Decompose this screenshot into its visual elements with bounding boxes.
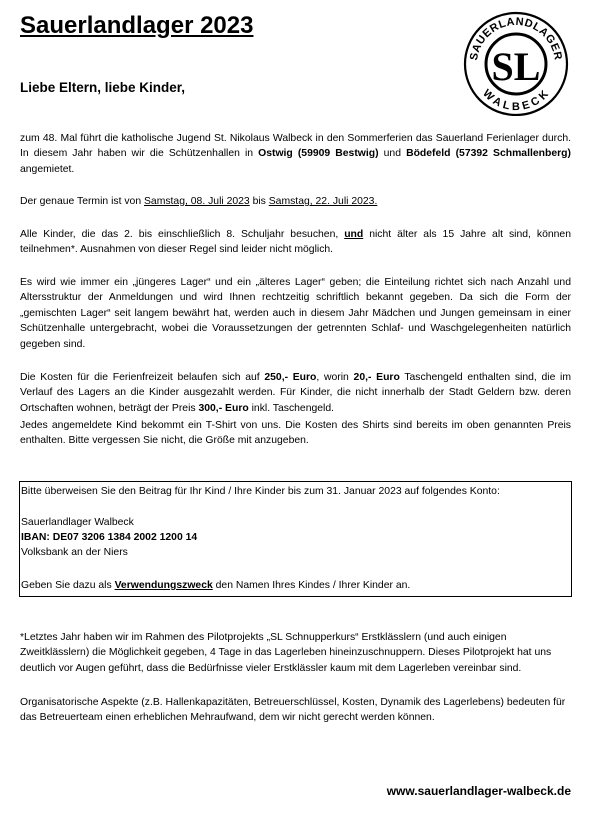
account-name: Sauerlandlager Walbeck: [21, 517, 134, 528]
iban: IBAN: DE07 3206 1384 2002 1200 14: [21, 532, 198, 543]
sauerlandlager-logo: [453, 8, 579, 116]
paragraph-groups: Es wird wie immer ein „jüngeres Lager“ und ein „älteres Lager“ geben; die Einteilung richtet sich nach Anzahl und Altersstruktur der Anmeldungen und wird Ihnen rechtzeitig schriftlich bekannt gegeben. Da sich die Form der „gemischten Lager“ seit langem bewährt hat, werden auch in diesem Jahr Mädchen und Jungen gemeinsam in einer Schützenhalle untergebracht, wobei die Voraussetzungen der getrennten Schlaf- und Waschgelegenheiten natürlich gegeben sind.: [20, 277, 571, 350]
payment-purpose: Geben Sie dazu als Verwendungszweck den Namen Ihres Kindes / Ihrer Kinder an.: [21, 580, 411, 591]
paragraph-intro: zum 48. Mal führt die katholische Jugend St. Nikolaus Walbeck in den Sommerferien das Sauerland Ferienlager durch. In diesem Jahr haben wir die Schützenhallen in Ostwig (59909 Bestwig) und Bödefeld (57392 Schmallenberg) angemietet.: [20, 133, 571, 175]
payment-box: [19, 481, 572, 597]
logo-arc-bottom-text: WALBECK: [480, 87, 553, 114]
paragraph-dates: Der genaue Termin ist von Samstag, 08. Juli 2023 bis Samstag, 22. Juli 2023.: [20, 196, 378, 207]
payment-intro: Bitte überweisen Sie den Beitrag für Ihr Kind / Ihre Kinder bis zum 31. Januar 2023 auf folgendes Konto:: [21, 486, 500, 497]
paragraph-costs: Die Kosten für die Ferienfreizeit belaufen sich auf 250,- Euro, worin 20,- Euro Taschengeld enthalten sind, die im Verlauf des Lagers an die Kinder ausgezahlt werden. Für Kinder, die nicht innerhalb der Stadt Geldern bzw. deren Ortschaften wohnen, beträgt der Preis 300,- Euro inkl. Taschengeld.: [20, 372, 572, 414]
bank-name: Volksbank an der Niers: [21, 547, 128, 558]
paragraph-tshirt: Jedes angemeldete Kind bekommt ein T-Shirt von uns. Die Kosten des Shirts sind bereits im oben genannten Preis enthalten. Bitte vergessen Sie nicht, die Größe mit anzugeben.: [20, 420, 571, 447]
logo-arc-top-text: SAUERLANDLAGER: [468, 15, 564, 62]
footnote-organisation: Organisatorische Aspekte (z.B. Hallenkapazitäten, Betreuerschlüssel, Kosten, Dynamik des Lagerlebens) bedeuten für das Betreuerteam einen erheblichen Mehraufwand, dem wir nicht gerecht werden können.: [20, 697, 566, 724]
paragraph-eligibility: Alle Kinder, die das 2. bis einschließlich 8. Schuljahr besuchen, und nicht älter als 15 Jahre alt sind, können teilnehmen*. Ausnahmen von dieser Regel sind leider nicht möglich.: [20, 229, 571, 256]
website-link[interactable]: www.sauerlandlager-walbeck.de: [386, 784, 571, 798]
footnote-pilot: *Letztes Jahr haben wir im Rahmen des Pilotprojekts „SL Schnupperkurs“ Erstklässlern (und auch einigen Zweitklässlern) die Möglichkeit gegeben, 4 Tage in das Lagerleben hineinzuschnuppern. Dieses Pilotprojekt hat uns deutlich vor Augen geführt, dass die Bedürfnisse vieler Erstklässler kaum mit dem Lagerleben vereinbar sind.: [20, 632, 552, 674]
logo-monogram: SL: [491, 44, 541, 89]
page-title: Sauerlandlager 2023: [20, 12, 254, 39]
greeting: Liebe Eltern, liebe Kinder,: [20, 80, 186, 95]
